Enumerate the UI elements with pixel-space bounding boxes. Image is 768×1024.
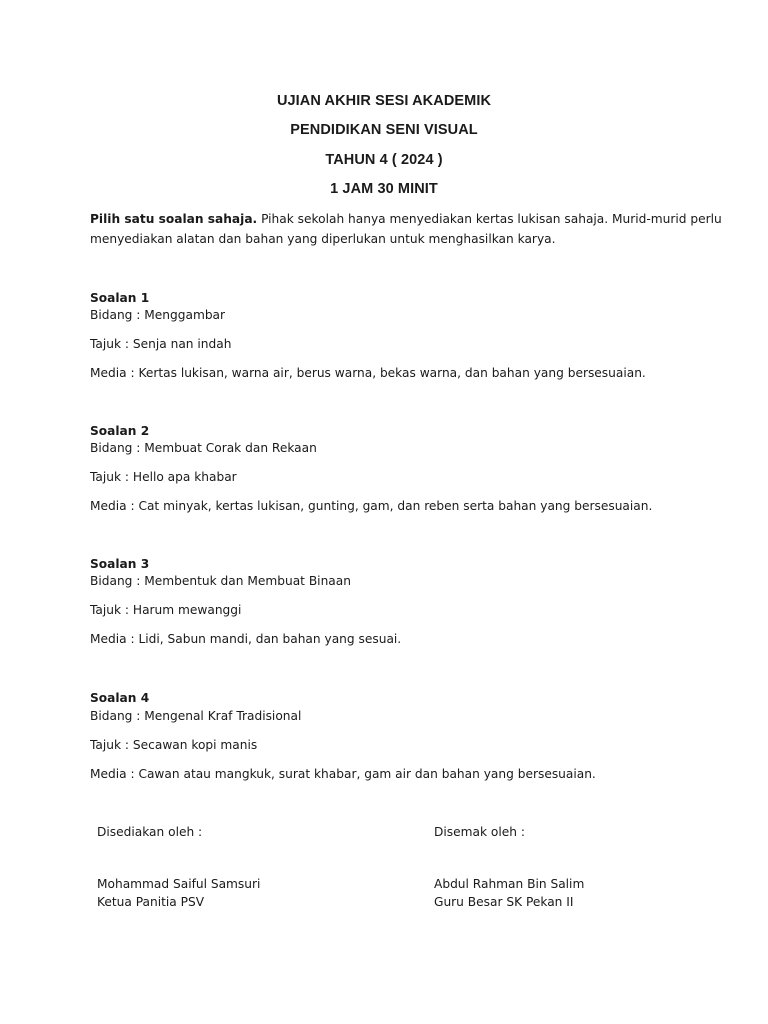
question-4-title: Soalan 4 bbox=[90, 691, 150, 705]
question-3-title: Soalan 3 bbox=[90, 557, 150, 571]
question-1-title: Soalan 1 bbox=[90, 291, 150, 305]
question-1-bidang: Bidang : Menggambar bbox=[90, 308, 226, 322]
checked-by-role: Guru Besar SK Pekan II bbox=[434, 895, 574, 909]
instruction-emphasis: Pilih satu soalan sahaja. bbox=[90, 212, 258, 226]
question-3-media: Media : Lidi, Sabun mandi, dan bahan yang sesuai. bbox=[90, 632, 402, 646]
instructions bbox=[90, 209, 722, 249]
duration-title: 1 JAM 30 MINIT bbox=[330, 181, 438, 197]
question-4-bidang: Bidang : Mengenal Kraf Tradisional bbox=[90, 709, 302, 723]
instruction-line-2: menyediakan alatan dan bahan yang diperlukan untuk menghasilkan karya. bbox=[90, 232, 556, 246]
question-4-media: Media : Cawan atau mangkuk, surat khabar, gam air dan bahan yang bersesuaian. bbox=[90, 767, 596, 781]
question-3-bidang: Bidang : Membentuk dan Membuat Binaan bbox=[90, 574, 351, 588]
instruction-line-1: Pihak sekolah hanya menyediakan kertas lukisan sahaja. Murid-murid perlu bbox=[257, 212, 722, 226]
prepared-by-role: Ketua Panitia PSV bbox=[97, 895, 205, 909]
question-2-tajuk: Tajuk : Hello apa khabar bbox=[90, 470, 237, 484]
prepared-by-label: Disediakan oleh : bbox=[97, 825, 203, 839]
question-1-media: Media : Kertas lukisan, warna air, berus warna, bekas warna, dan bahan yang bersesuaian. bbox=[90, 366, 646, 380]
subject-title: PENDIDIKAN SENI VISUAL bbox=[290, 122, 478, 138]
question-2-title: Soalan 2 bbox=[90, 424, 150, 438]
prepared-by-name: Mohammad Saiful Samsuri bbox=[97, 877, 261, 891]
checked-by-name: Abdul Rahman Bin Salim bbox=[434, 877, 585, 891]
question-2-bidang: Bidang : Membuat Corak dan Rekaan bbox=[90, 441, 317, 455]
question-4-tajuk: Tajuk : Secawan kopi manis bbox=[90, 738, 258, 752]
checked-by-label: Disemak oleh : bbox=[434, 825, 525, 839]
question-2-media: Media : Cat minyak, kertas lukisan, gunting, gam, dan reben serta bahan yang bersesuaian. bbox=[90, 499, 653, 513]
year-title: TAHUN 4 ( 2024 ) bbox=[325, 152, 443, 168]
question-1-tajuk: Tajuk : Senja nan indah bbox=[90, 337, 232, 351]
question-3-tajuk: Tajuk : Harum mewanggi bbox=[90, 603, 242, 617]
exam-title: UJIAN AKHIR SESI AKADEMIK bbox=[276, 93, 492, 109]
